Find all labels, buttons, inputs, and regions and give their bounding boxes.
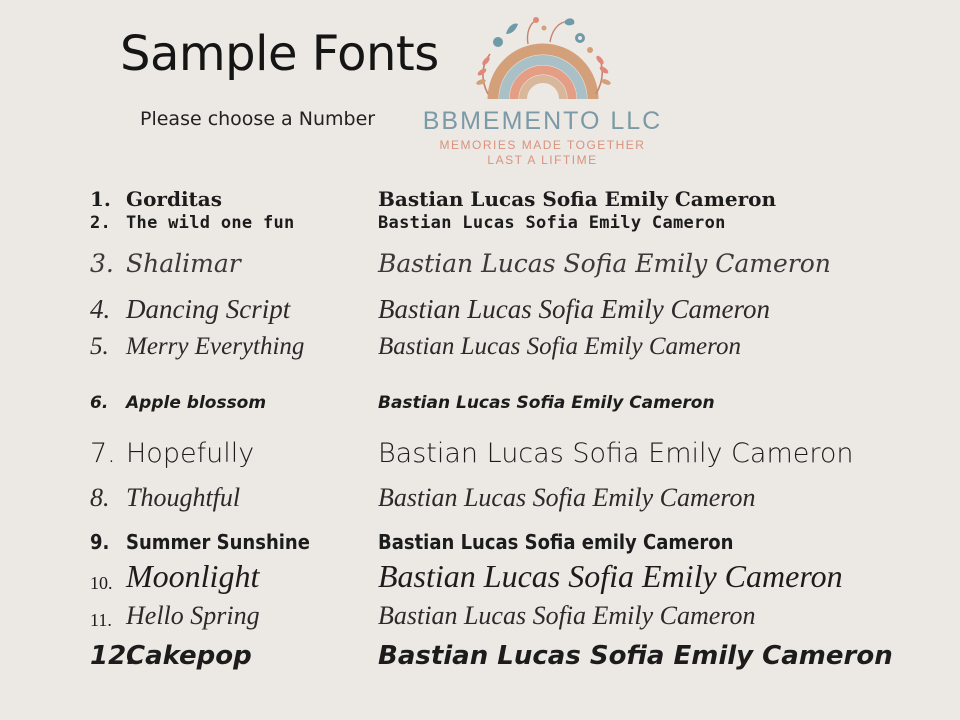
font-name: Summer Sunshine <box>126 530 310 554</box>
font-name: Thoughtful <box>126 483 241 512</box>
font-row-10 <box>0 558 960 594</box>
font-row-11 <box>0 601 960 630</box>
font-name: Cakepop <box>126 641 252 671</box>
font-row-2 <box>0 213 960 233</box>
font-sample: Bastian Lucas Sofia Emily Cameron <box>378 641 893 671</box>
font-row-7 <box>0 438 960 469</box>
font-sample: Bastian Lucas Sofia Emily Cameron <box>378 249 831 278</box>
font-sample: Bastian Lucas Sofia Emily Cameron <box>378 558 843 594</box>
brand-name: BBMEMENTO LLC <box>422 107 663 135</box>
brand-logo <box>420 14 665 174</box>
font-sample: Bastian Lucas Sofia Emily Cameron <box>378 294 770 324</box>
font-sample: Bastian Lucas Sofia Emily Cameron <box>378 438 854 469</box>
font-sample: Bastian Lucas Sofia Emily Cameron <box>378 187 776 211</box>
font-number: 6. <box>90 393 109 413</box>
font-sample: Bastian Lucas Sofia Emily Cameron <box>378 483 756 512</box>
font-name: The wild one fun <box>126 213 295 233</box>
font-name: Hopefully <box>126 438 255 469</box>
font-sample: Bastian Lucas Sofia Emily Cameron <box>378 601 756 630</box>
font-number: 8. <box>90 483 110 512</box>
font-sample: Bastian Lucas Sofia Emily Cameron <box>378 333 741 360</box>
font-row-4 <box>0 294 960 324</box>
font-name: Dancing Script <box>126 294 291 324</box>
font-number: 4. <box>90 294 111 324</box>
font-name: Gorditas <box>126 187 222 211</box>
rainbow-icon <box>468 14 618 106</box>
font-number: 3. <box>90 249 114 278</box>
font-row-9 <box>0 530 960 554</box>
font-number: 10. <box>90 573 113 593</box>
font-name: Hello Spring <box>126 601 260 630</box>
brand-tagline-line2: LAST A LIFTIME <box>487 153 598 167</box>
font-number: 11. <box>90 610 112 630</box>
font-number: 9. <box>90 530 110 554</box>
page-subtitle: Please choose a Number <box>140 108 376 130</box>
font-sample: Bastian Lucas Sofia emily Cameron <box>378 530 734 554</box>
font-number: 12. <box>90 641 137 671</box>
font-row-3 <box>0 249 960 278</box>
font-sample: Bastian Lucas Sofia Emily Cameron <box>378 213 726 233</box>
font-name: Apple blossom <box>126 393 267 413</box>
font-name: Moonlight <box>126 558 260 594</box>
brand-tagline-line1: MEMORIES MADE TOGETHER <box>439 138 646 152</box>
font-row-5 <box>0 333 960 360</box>
font-name: Merry Everything <box>126 333 305 360</box>
page-title: Sample Fonts <box>120 26 439 82</box>
font-number: 7. <box>90 438 116 469</box>
font-name: Shalimar <box>126 249 241 278</box>
font-number: 1. <box>90 187 111 211</box>
font-number: 5. <box>90 333 109 360</box>
font-row-8 <box>0 483 960 512</box>
font-row-12 <box>0 641 960 671</box>
font-row-1 <box>0 187 960 211</box>
font-number: 2. <box>90 213 112 233</box>
font-sample: Bastian Lucas Sofia Emily Cameron <box>378 393 715 413</box>
font-row-6 <box>0 393 960 413</box>
